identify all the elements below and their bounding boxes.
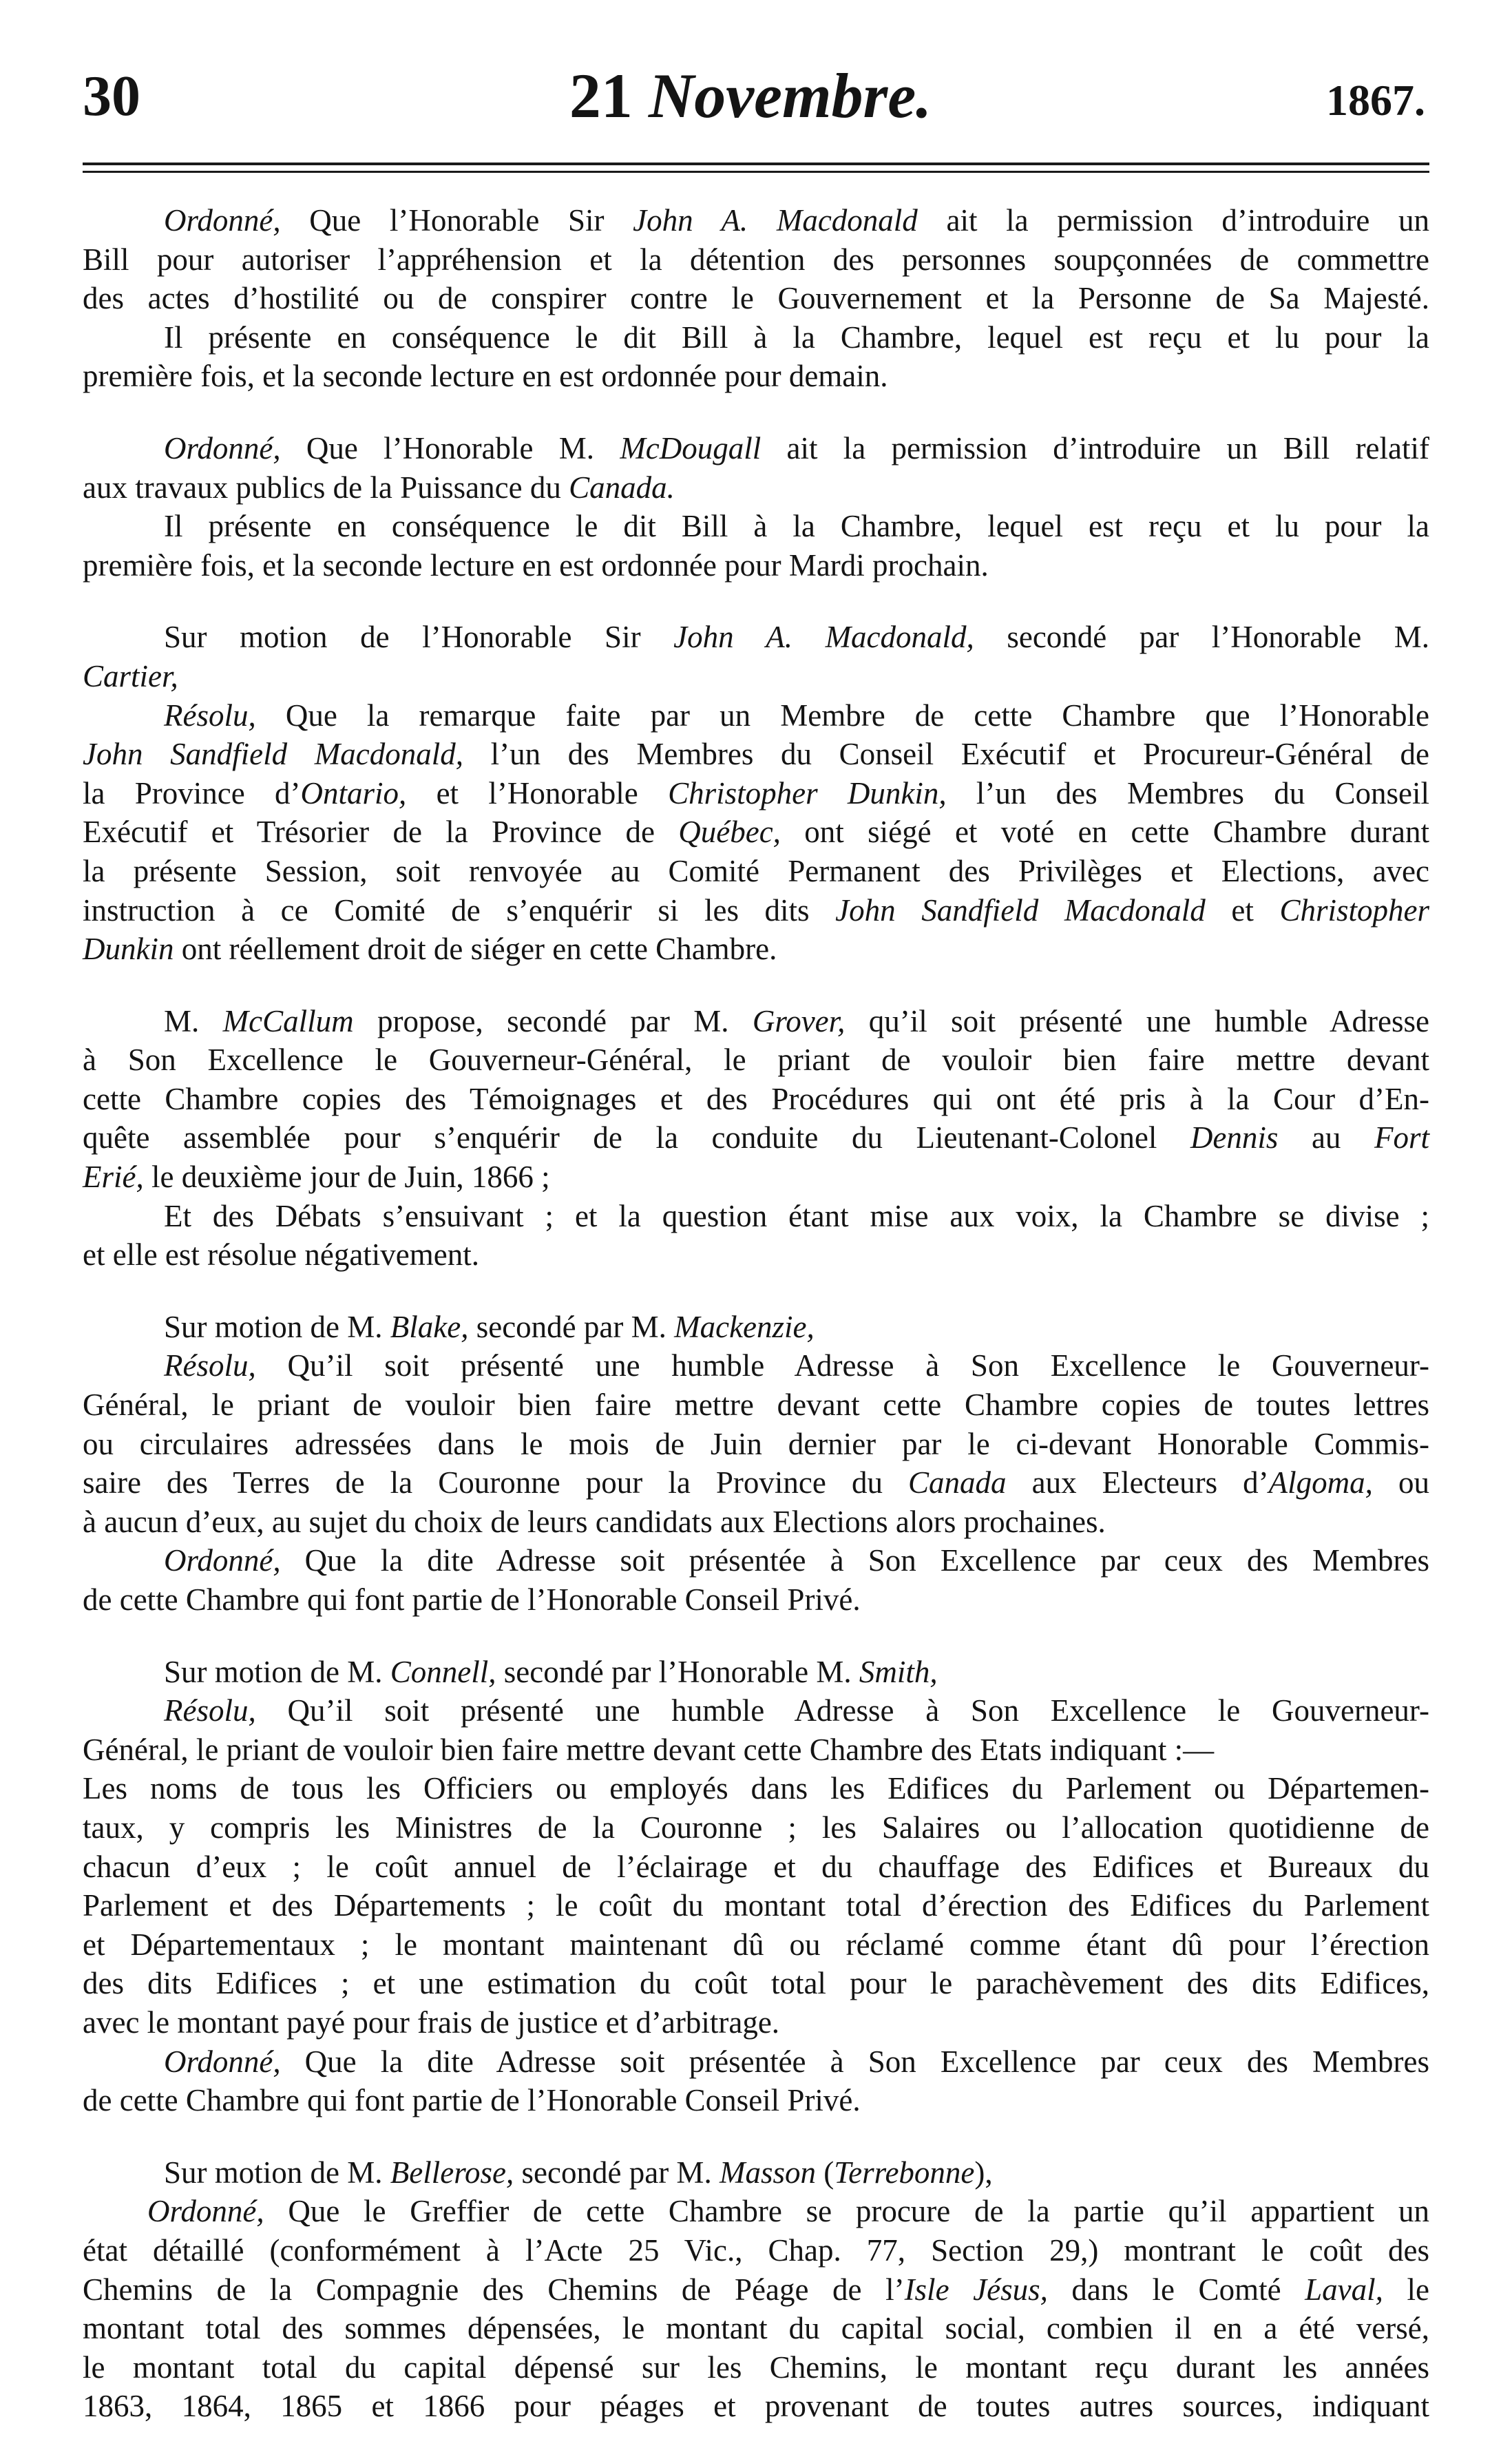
italic-text: Cartier, — [83, 658, 178, 693]
paragraph — [83, 201, 1429, 396]
text-run: Sur motion de M. — [164, 2155, 390, 2190]
text-line — [83, 1002, 1429, 1041]
text-run: Que la dite Adresse soit présentée à Son Excellence par ceux des Membres — [280, 1543, 1429, 1578]
text-line — [83, 240, 1429, 280]
text-run: l’un des Membres du Conseil Exécutif et Procureur-Général de — [463, 737, 1430, 772]
italic-text: Résolu, — [164, 1693, 256, 1728]
text-line — [83, 2270, 1429, 2310]
header-rule-bottom — [83, 171, 1429, 173]
text-run: Que l’Honorable M. — [280, 430, 620, 465]
text-run: Sur motion de M. — [164, 1309, 390, 1344]
text-run: Qu’il soit présenté une humble Adresse à Son Excellence le Gouverneur- — [255, 1348, 1429, 1383]
page-header — [76, 48, 1425, 145]
italic-text: Blake, — [390, 1309, 469, 1344]
italic-text: Ordonné, — [164, 430, 281, 465]
text-run: le montant total du capital dépensé sur les Chemins, le montant reçu durant les années — [83, 2350, 1429, 2385]
italic-text: Ordonné, — [164, 203, 281, 238]
text-run: secondé par M. — [468, 1309, 675, 1344]
text-line — [83, 1346, 1429, 1385]
italic-text: Grover, — [752, 1003, 846, 1038]
page-number: 30 — [83, 64, 140, 128]
text-line — [83, 2192, 1429, 2231]
italic-text: McDougall — [620, 430, 762, 465]
text-run: des actes d’hostilité ou de conspirer contre le Gouvernement et la Personne de Sa Majesté. — [83, 281, 1429, 316]
text-line — [83, 1730, 1429, 1770]
text-line — [83, 2309, 1429, 2348]
italic-text: John A. Macdonald — [633, 203, 918, 238]
text-line — [83, 1385, 1429, 1425]
text-line — [83, 696, 1429, 735]
text-line — [83, 1848, 1429, 1887]
text-run: à Son Excellence le Gouverneur-Général, le priant de vouloir bien faire mettre devant — [83, 1043, 1429, 1078]
italic-text: Canada — [908, 1465, 1007, 1500]
italic-text: Résolu, — [164, 1348, 256, 1383]
italic-text: Connell, — [390, 1654, 496, 1689]
header-year: 1867. — [1326, 76, 1425, 125]
text-run: quête assemblée pour s’enquérir de la conduite du Lieutenant-Colonel — [83, 1120, 1190, 1155]
italic-text: Ordonné, — [147, 2194, 264, 2229]
text-run: et elle est résolue négativement. — [83, 1237, 480, 1273]
italic-text: Dennis — [1190, 1120, 1279, 1155]
text-run: Et des Débats s’ensuivant ; et la question étant mise aux voix, la Chambre se divise ; — [164, 1198, 1429, 1233]
text-run: Sur motion de M. — [164, 1654, 390, 1689]
italic-text: Résolu, — [164, 698, 256, 733]
text-run: état détaillé (conformément à l’Acte 25 Vic., Chap. 77, Section 29,) montrant le coût des — [83, 2232, 1429, 2268]
italic-text: Canada. — [569, 470, 675, 505]
paragraph — [83, 618, 1429, 968]
text-run: Que l’Honorable Sir — [280, 203, 633, 238]
text-line — [83, 357, 1429, 396]
paragraph — [83, 429, 1429, 585]
text-run: l’un des Membres du Conseil — [946, 775, 1430, 810]
text-run: Les noms de tous les Officiers ou employés dans les Edifices du Parlement ou Départemen- — [83, 1771, 1429, 1806]
text-run: saire des Terres de la Couronne pour la Province du — [83, 1465, 909, 1500]
text-line — [83, 774, 1429, 813]
italic-text: Christopher — [1279, 892, 1429, 928]
text-line — [83, 1964, 1429, 2003]
text-run: et l’Honorable — [406, 775, 669, 810]
text-line — [83, 735, 1429, 774]
paragraph — [83, 1002, 1429, 1275]
text-run: secondé par l’Honorable M. — [496, 1654, 859, 1689]
italic-text: John Sandfield Macdonald, — [83, 737, 463, 772]
text-line — [83, 1425, 1429, 1464]
header-month: Novembre. — [648, 61, 932, 131]
text-line — [83, 1691, 1429, 1730]
text-run: Que le Greffier de cette Chambre se procure de la partie qu’il appartient un — [264, 2194, 1429, 2229]
text-run: à aucun d’eux, au sujet du choix de leurs candidats aux Elections alors prochaines. — [83, 1504, 1106, 1539]
italic-text: Isle Jésus, — [904, 2272, 1048, 2307]
text-run: secondé par M. — [514, 2155, 720, 2190]
header-day: 21 — [569, 61, 633, 131]
text-line — [83, 2231, 1429, 2270]
document-body — [83, 201, 1429, 2459]
text-line — [83, 891, 1429, 930]
italic-text: Mackenzie, — [674, 1309, 815, 1344]
text-run: au — [1278, 1120, 1374, 1155]
text-line — [83, 1769, 1429, 1808]
text-run: qu’il soit présenté une humble Adresse — [845, 1003, 1429, 1038]
text-run: ), — [974, 2155, 993, 2190]
text-run: 1863, 1864, 1865 et 1866 pour péages et provenant de toutes autres sources, indiquant — [83, 2389, 1429, 2424]
text-line — [83, 2081, 1429, 2120]
paragraph — [83, 1653, 1429, 2120]
text-line — [83, 1580, 1429, 1620]
text-run: ou circulaires adressées dans le mois de Juin dernier par le ci-devant Honorable Commis- — [83, 1426, 1429, 1461]
text-run: secondé par l’Honorable M. — [974, 620, 1430, 655]
text-run: Il présente en conséquence le dit Bill à la Chambre, lequel est reçu et lu pour la — [164, 320, 1429, 355]
text-line — [83, 318, 1429, 357]
text-line — [83, 1503, 1429, 1542]
text-run: aux travaux publics de la Puissance du — [83, 470, 569, 505]
text-run: taux, y compris les Ministres de la Couronne ; les Salaires ou l’allocation quotidienne de — [83, 1810, 1429, 1845]
text-line — [83, 1040, 1429, 1080]
text-run: de cette Chambre qui font partie de l’Honorable Conseil Privé. — [83, 1582, 861, 1617]
text-line — [83, 2153, 1429, 2193]
text-run: aux Electeurs d’ — [1006, 1465, 1269, 1500]
text-run: la Province d’ — [83, 775, 301, 810]
text-line — [83, 1463, 1429, 1503]
text-run: chacun d’eux ; le coût annuel de l’éclairage et du chauffage des Edifices et Bureaux du — [83, 1849, 1429, 1884]
text-run: et — [1205, 892, 1280, 928]
text-line — [83, 201, 1429, 240]
text-run: première fois, et la seconde lecture en est ordonnée pour Mardi prochain. — [83, 547, 989, 583]
text-line — [83, 2387, 1429, 2426]
text-line — [83, 1080, 1429, 1119]
text-run: le deuxième jour de Juin, 1866 ; — [143, 1160, 550, 1195]
text-run: Bill pour autoriser l’appréhension et la détention des personnes soupçonnées de commettre — [83, 242, 1429, 277]
text-run: et Départementaux ; le montant maintenant dû ou réclamé comme étant dû pour l’érection — [83, 1927, 1429, 1962]
text-line — [83, 657, 1429, 696]
italic-text: McCallum — [222, 1003, 354, 1038]
italic-text: Dunkin — [83, 932, 174, 967]
text-line — [83, 1118, 1429, 1158]
italic-text: Christopher Dunkin, — [668, 775, 947, 810]
text-run: Il présente en conséquence le dit Bill à la Chambre, lequel est reçu et lu pour la — [164, 509, 1429, 544]
text-line — [83, 813, 1429, 852]
text-run: Qu’il soit présenté une humble Adresse à Son Excellence le Gouverneur- — [255, 1693, 1429, 1728]
text-run: Que la remarque faite par un Membre de cette Chambre que l’Honorable — [255, 698, 1429, 733]
italic-text: Bellerose, — [390, 2155, 514, 2190]
italic-text: John Sandfield Macdonald — [835, 892, 1206, 928]
text-line — [83, 2003, 1429, 2042]
text-run: avec le montant payé pour frais de justice et d’arbitrage. — [83, 2005, 780, 2040]
italic-text: Terrebonne — [834, 2155, 975, 2190]
text-run: propose, secondé par M. — [353, 1003, 753, 1038]
text-run: dans le Comté — [1047, 2272, 1305, 2307]
text-line — [83, 852, 1429, 891]
paragraph — [83, 1308, 1429, 1620]
italic-text: Ontario, — [300, 775, 407, 810]
text-run: Général, le priant de vouloir bien faire mettre devant cette Chambre copies de toutes lettres — [83, 1388, 1429, 1423]
text-run: cette Chambre copies des Témoignages et des Procédures qui ont été pris à la Cour d’En- — [83, 1081, 1429, 1116]
text-line — [83, 1197, 1429, 1236]
text-run: la présente Session, soit renvoyée au Comité Permanent des Privilèges et Elections, avec — [83, 853, 1429, 888]
text-line — [83, 2348, 1429, 2387]
text-line — [83, 1925, 1429, 1965]
text-run: montant total des sommes dépensées, le montant du capital social, combien il en a été versé, — [83, 2311, 1429, 2346]
text-run: le — [1383, 2272, 1429, 2307]
text-run: ait la permission d’introduire un — [917, 203, 1429, 238]
text-run: ait la permission d’introduire un Bill relatif — [761, 430, 1429, 465]
text-line — [83, 1886, 1429, 1925]
text-line — [83, 468, 1429, 508]
text-line — [83, 2042, 1429, 2082]
text-run: ou — [1372, 1465, 1429, 1500]
text-run: Parlement et des Départements ; le coût du montant total d’érection des Edifices du Parlement — [83, 1888, 1429, 1923]
text-line — [83, 1308, 1429, 1347]
text-line — [83, 279, 1429, 318]
text-run: M. — [164, 1003, 223, 1038]
text-run: ( — [815, 2155, 834, 2190]
italic-text: Ordonné, — [164, 2044, 281, 2079]
text-run: Chemins de la Compagnie des Chemins de Péage de l’ — [83, 2272, 905, 2307]
text-line — [83, 1541, 1429, 1580]
text-line — [83, 1653, 1429, 1692]
text-run: ont siégé et voté en cette Chambre durant — [780, 815, 1429, 850]
text-line — [83, 546, 1429, 585]
italic-text: Ordonné, — [164, 1543, 281, 1578]
italic-text: Québec, — [678, 815, 781, 850]
text-line — [83, 429, 1429, 468]
text-run: de cette Chambre qui font partie de l’Honorable Conseil Privé. — [83, 2083, 861, 2118]
italic-text: Masson — [719, 2155, 816, 2190]
italic-text: Erié, — [83, 1160, 144, 1195]
text-line — [83, 618, 1429, 657]
text-run: des dits Edifices ; et une estimation du coût total pour le parachèvement des dits Edifices, — [83, 1966, 1429, 2001]
text-run: instruction à ce Comité de s’enquérir si les dits — [83, 892, 836, 928]
italic-text: Laval, — [1305, 2272, 1383, 2307]
text-line — [83, 507, 1429, 546]
text-line — [83, 1158, 1429, 1197]
italic-text: Fort — [1374, 1120, 1429, 1155]
text-run: Général, le priant de vouloir bien faire mettre devant cette Chambre des Etats indiquant :— — [83, 1732, 1215, 1767]
text-run: ont réellement droit de siéger en cette Chambre. — [174, 932, 777, 967]
paragraph — [83, 2153, 1429, 2426]
text-line — [83, 930, 1429, 969]
text-run: Exécutif et Trésorier de la Province de — [83, 815, 679, 850]
text-line — [83, 1235, 1429, 1275]
text-line — [83, 1808, 1429, 1848]
italic-text: Smith, — [859, 1654, 938, 1689]
text-run: première fois, et la seconde lecture en est ordonnée pour demain. — [83, 359, 888, 394]
header-rule-top — [83, 163, 1429, 165]
header-date — [76, 58, 1425, 134]
italic-text: Algoma, — [1268, 1465, 1373, 1500]
italic-text: John A. Macdonald, — [673, 620, 974, 655]
text-run: Que la dite Adresse soit présentée à Son Excellence par ceux des Membres — [280, 2044, 1429, 2079]
text-run: Sur motion de l’Honorable Sir — [164, 620, 674, 655]
